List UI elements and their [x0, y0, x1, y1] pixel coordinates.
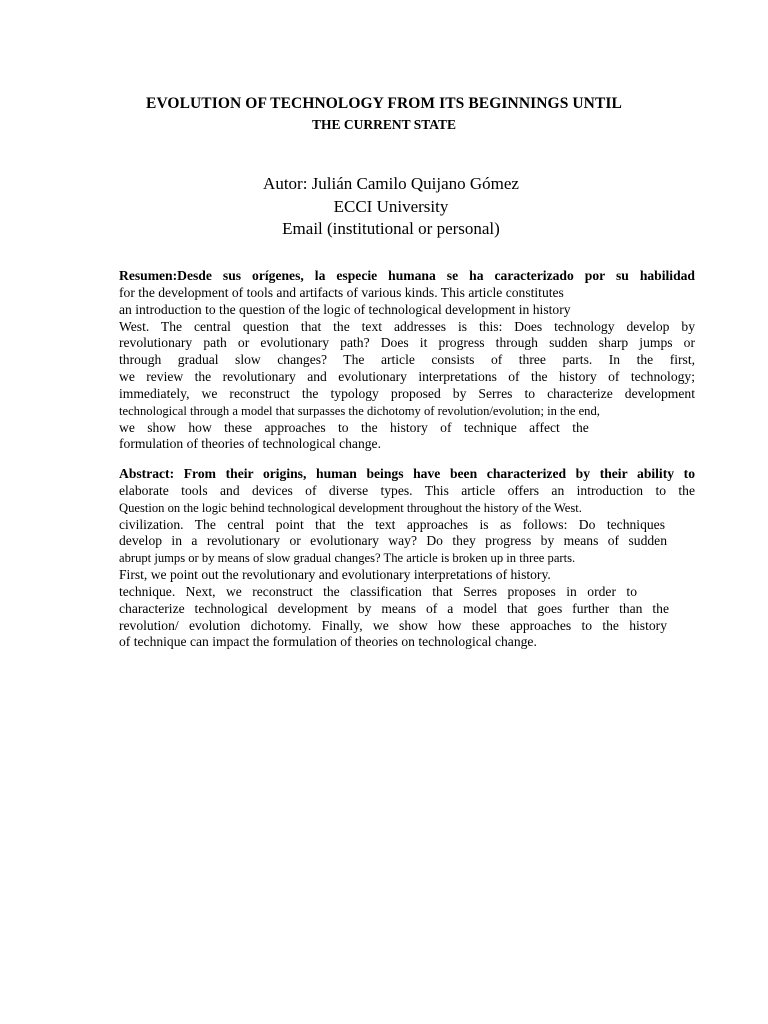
abstract-line: revolution/ evolution dichotomy. Finally, we show how these approaches to the history: [119, 617, 667, 633]
paper-title: EVOLUTION OF TECHNOLOGY FROM ITS BEGINNINGS UNTIL: [146, 95, 622, 112]
abstract-line: Abstract: From their origins, human beings have been characterized by their ability to: [119, 466, 695, 481]
paper-title-continued: THE CURRENT STATE: [311, 117, 457, 132]
resumen-line: formulation of theories of technological change.: [119, 436, 381, 452]
author-email: Email (institutional or personal): [282, 219, 500, 238]
abstract-line: Question on the logic behind technological development throughout the history of the West.: [119, 500, 582, 515]
abstract-line: technique. Next, we reconstruct the classification that Serres proposes in order to: [119, 583, 637, 599]
resumen-line: technological through a model that surpasses the dichotomy of revolution/evolution; in the end,: [119, 403, 600, 418]
resumen-line: we show how these approaches to the history of technique affect the: [119, 419, 589, 435]
resumen-line: Resumen:Desde sus orígenes, la especie humana se ha caracterizado por su habilidad: [119, 268, 695, 283]
abstract-line: First, we point out the revolutionary and evolutionary interpretations of history.: [119, 567, 551, 583]
resumen-line: an introduction to the question of the logic of technological development in history: [119, 301, 571, 317]
resumen-line: through gradual slow changes? The article consists of three parts. In the first,: [119, 352, 695, 368]
abstract-line: characterize technological development by means of a model that goes further than the: [119, 600, 669, 616]
abstract-paragraph: [119, 466, 699, 651]
abstract-line: elaborate tools and devices of diverse types. This article offers an introduction to the: [119, 482, 695, 498]
resumen-line: we review the revolutionary and evolutionary interpretations of the history of technology;: [119, 369, 695, 385]
resumen-paragraph: [119, 268, 699, 453]
author-affiliation: ECCI University: [333, 196, 449, 216]
abstract-line: abrupt jumps or by means of slow gradual changes? The article is broken up in three parts.: [119, 551, 576, 566]
abstract-line: civilization. The central point that the text approaches is as follows: Do techniques: [119, 516, 665, 532]
abstract-line: of technique can impact the formulation of theories on technological change.: [119, 634, 537, 650]
resumen-line: revolutionary path or evolutionary path? Does it progress through sudden sharp jumps or: [119, 335, 695, 351]
resumen-line: for the development of tools and artifacts of various kinds. This article constitutes: [119, 284, 564, 300]
author-name: Autor: Julián Camilo Quijano Gómez: [263, 174, 519, 193]
author-block: [0, 173, 768, 241]
abstract-line: develop in a revolutionary or evolutionary way? Do they progress by means of sudden: [119, 533, 667, 549]
resumen-line: immediately, we reconstruct the typology proposed by Serres to characterize development: [119, 385, 695, 401]
resumen-line: West. The central question that the text addresses is this: Does technology develop by: [119, 318, 695, 334]
